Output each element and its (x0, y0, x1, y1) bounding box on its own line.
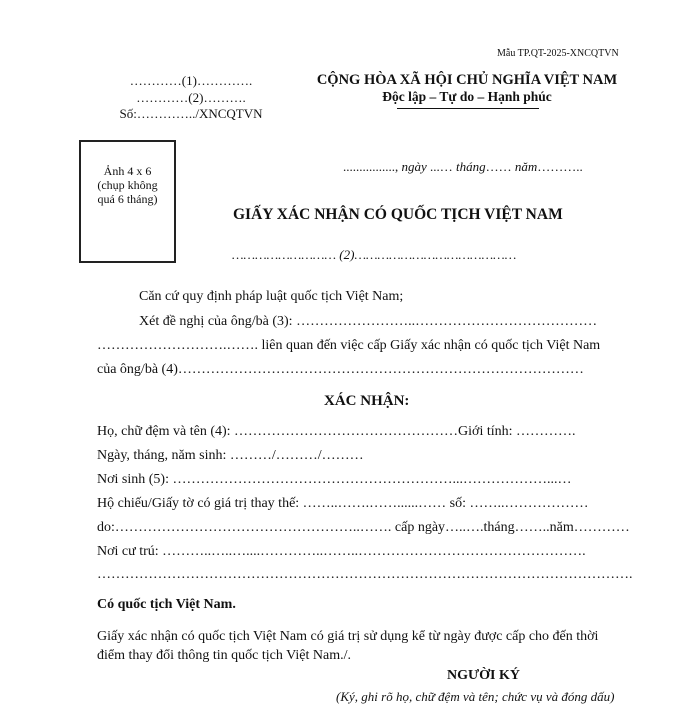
motto-underline (397, 108, 539, 109)
form-code: Mẫu TP.QT-2025-XNCQTVN (497, 48, 619, 59)
date-month-label: tháng (456, 159, 486, 174)
field-date-of-birth: Ngày, tháng, năm sinh: ………/………/……… (97, 448, 364, 463)
basis-line-4: của ông/bà (4)…………………………………………………………………………… (97, 362, 584, 377)
field-place-of-birth: Nơi sinh (5): ……………………………………………………...………………...… (97, 472, 572, 487)
date-year-blank: ……….. (537, 159, 583, 174)
field-residence-continued: ……………………………………………………………………………………………………. (97, 567, 633, 582)
date-month-blank: …… (485, 159, 515, 174)
place-date-line (343, 159, 583, 175)
document-number: Số:…………../XNCQTVN (119, 106, 263, 121)
document-title: GIẤY XÁC NHẬN CÓ QUỐC TỊCH VIỆT NAM (233, 206, 563, 223)
authority-line: ……………………… (2)…………………………………… (232, 247, 517, 262)
photo-note-2: quá 6 tháng) (97, 192, 158, 206)
issuer-line-1: …………(1)…………. (129, 73, 253, 88)
photo-placeholder (79, 140, 176, 263)
basis-line-3: ……………………….……. liên quan đến việc cấp Giấy xác nhận có quốc tịch Việt Nam (97, 338, 601, 353)
validity-line-2: điểm thay đổi thông tin quốc tịch Việt Nam./. (97, 648, 351, 663)
validity-line-1: Giấy xác nhận có quốc tịch Việt Nam có giá trị sử dụng kể từ ngày được cấp cho đến thời (97, 629, 599, 644)
date-year-label: năm (514, 159, 538, 174)
date-day-blank: ...… (426, 159, 457, 174)
country-name: CỘNG HÒA XÃ HỘI CHỦ NGHĨA VIỆT NAM (316, 72, 618, 88)
issuer-line-2: …………(2)………. (136, 89, 246, 105)
issuer-block (96, 73, 286, 123)
national-motto: Độc lập – Tự do – Hạnh phúc (382, 89, 552, 104)
basis-line-2: Xét đề nghị của ông/bà (3): ……………………..………………………………… (139, 314, 598, 329)
photo-size-label: Ảnh 4 x 6 (103, 164, 152, 178)
conclusion: Có quốc tịch Việt Nam. (97, 597, 236, 612)
field-passport: Hộ chiếu/Giấy tờ có giá trị thay thế: ……..…….……......…… số: ……..……………… (97, 496, 589, 511)
field-full-name: Họ, chữ đệm và tên (4): …………………………………………Giới tính: …………. (97, 424, 576, 439)
photo-note-1: (chụp không (97, 178, 158, 192)
signer-note: (Ký, ghi rõ họ, chữ đệm và tên; chức vụ và đóng dấu) (336, 689, 615, 704)
signer-title: NGƯỜI KÝ (447, 668, 520, 683)
section-heading: XÁC NHẬN: (324, 393, 410, 409)
basis-line-1: Căn cứ quy định pháp luật quốc tịch Việt Nam; (139, 289, 404, 304)
date-place: ................, (343, 159, 402, 174)
national-header (297, 72, 637, 105)
date-day-label: ngày (401, 159, 427, 174)
field-issued-by: do:……………………………………………..……. cấp ngày…..….tháng……..năm………… (97, 520, 630, 535)
field-residence: Nơi cư trú: ………..…..…....…………..……..…………………………………………. (97, 544, 586, 559)
